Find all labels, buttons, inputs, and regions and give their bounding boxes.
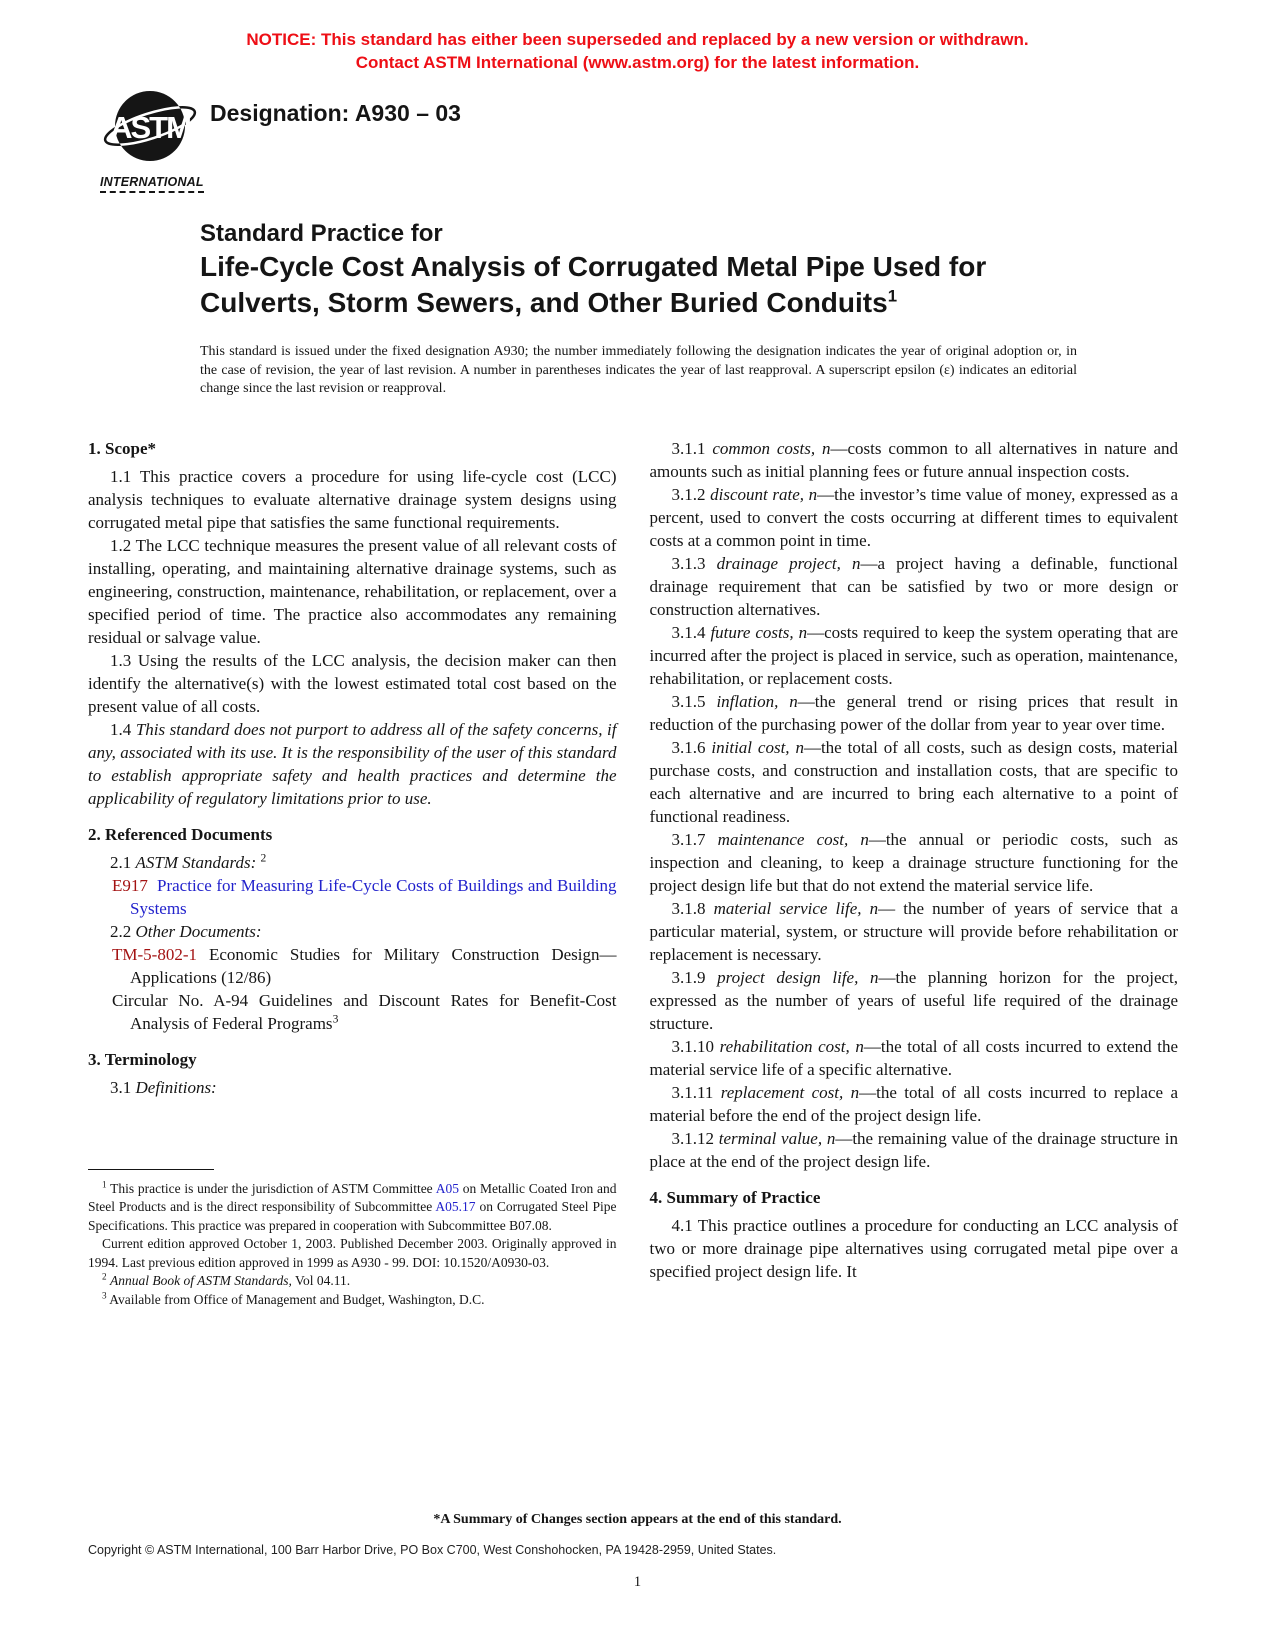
footnote-3 <box>88 1291 617 1310</box>
definition-3-1-10 <box>650 1035 1179 1081</box>
reference-circular-text: Circular No. A-94 Guidelines and Discount Rates for Benefit-Cost Analysis of Federal Programs <box>112 990 617 1033</box>
definition-text: —the total of all costs incurred to extend the material service life of a specific alternative. <box>649 1036 1179 1079</box>
reference-e917 <box>88 874 617 920</box>
definition-number: 3.1.12 <box>671 1128 719 1148</box>
definition-number: 3.1.5 <box>671 691 717 711</box>
definition-3-1-9 <box>650 966 1179 1035</box>
issuance-note: This standard is issued under the fixed designation A930; the number immediately following the designation indicates the year of original adoption or, in the case of revision, the year of last revision. A number in parentheses indicates the year of last reapproval. A superscript epsilon (ε) indicates an editorial change since the last revision or reapproval. <box>200 344 1077 396</box>
definition-text: —costs common to all alternatives in nature and amounts such as initial planning fees or future annual inspection costs. <box>649 438 1178 481</box>
summary-of-changes-note: *A Summary of Changes section appears at the end of this standard. <box>433 1512 842 1527</box>
definition-text: —the planning horizon for the project, expressed as the number of years of useful life required of the drainage structure. <box>649 967 1179 1033</box>
section-heading-summary-of-practice: 4. Summary of Practice <box>649 1187 821 1207</box>
paragraph-1-1: 1.1 This practice covers a procedure for using life-cycle cost (LCC) analysis techniques to evaluate alternative drainage system designs using corrugated metal pipe that satisfies the same functional requirements. <box>88 466 617 532</box>
left-column <box>88 437 617 1310</box>
definition-number: 3.1.2 <box>671 484 711 504</box>
title-line-1: Standard Practice for <box>200 220 443 247</box>
footnote-1-link-a05-17[interactable]: A05.17 <box>435 1199 476 1214</box>
section-heading-scope: 1. Scope* <box>88 438 156 458</box>
section-heading-terminology: 3. Terminology <box>88 1049 197 1069</box>
paragraph-2-2 <box>88 920 617 943</box>
footnote-1-marker: 1 <box>102 1179 107 1189</box>
title-line-3 <box>200 285 1185 321</box>
right-column <box>650 437 1179 1310</box>
definition-term: maintenance cost, n <box>717 829 869 849</box>
definition-term: terminal value, n <box>718 1128 836 1148</box>
definition-term: material service life, n <box>713 898 879 918</box>
astm-globe-icon <box>101 88 199 168</box>
paragraph-2-1-number: 2.1 <box>110 852 136 872</box>
definition-3-1-5 <box>650 690 1179 736</box>
reference-circular-footnote-ref: 3 <box>332 1011 339 1025</box>
paragraph-3-1-label: Definitions: <box>135 1077 217 1097</box>
definition-3-1-11 <box>650 1081 1179 1127</box>
paragraph-1-4 <box>88 718 617 810</box>
paragraph-1-4-text: This standard does not purport to address all of the safety concerns, if any, associated with its use. It is the responsibility of the user of this standard to establish appropriate safety and health practices and determine the applicability of regulatory limitations prior to use. <box>88 719 617 808</box>
footnote-2 <box>88 1272 617 1291</box>
definition-3-1-4 <box>650 621 1179 690</box>
definition-number: 3.1.9 <box>671 967 718 987</box>
paragraph-2-2-label: Other Documents: <box>135 921 262 941</box>
paragraph-2-1-footnote-ref: 2 <box>260 850 267 864</box>
title-line-3-text: Culverts, Storm Sewers, and Other Buried Conduits <box>200 287 888 318</box>
footnote-1-text-b: on Metallic Coated Iron and Steel Products and is the direct responsibility of Subcommittee <box>88 1180 617 1214</box>
footnote-3-text: Available from Office of Management and Budget, Washington, D.C. <box>106 1291 485 1307</box>
definition-text: —the total of all costs, such as design costs, material purchase costs, and construction and installation costs, that are specific to each alternative and are incurred to bring each alternative to a point of functional readiness. <box>649 737 1179 826</box>
reference-e917-id[interactable]: E917 <box>112 875 148 895</box>
footnote-2-book-title: Annual Book of ASTM Standards, <box>109 1273 292 1288</box>
paragraph-2-2-number: 2.2 <box>110 921 136 941</box>
definition-text: —a project having a definable, functional drainage requirement that can be satisfied by two or more design or construction alternatives. <box>649 553 1178 619</box>
footnote-1-text-a: This practice is under the jurisdiction of ASTM Committee <box>106 1180 436 1196</box>
definition-number: 3.1.7 <box>671 829 718 849</box>
footnote-rule <box>88 1169 214 1170</box>
definition-text: —the annual or periodic costs, such as inspection and cleaning, to keep a drainage structure functioning for the project design life but that do not extend the material service life. <box>649 829 1178 895</box>
logo-international-text: INTERNATIONAL <box>100 175 204 193</box>
footnote-1-edition: Current edition approved October 1, 2003. Published December 2003. Originally approved in 1994. Last previous edition approved in 1999 as A930 - 99. DOI: 10.1520/A0930-03. <box>88 1236 617 1270</box>
paragraph-3-1-number: 3.1 <box>110 1077 136 1097</box>
definition-text: —the general trend or rising prices that result in reduction of the purchasing power of the dollar from year to year over time. <box>649 691 1178 734</box>
definition-3-1-7 <box>650 828 1179 897</box>
footnote-1-link-a05[interactable]: A05 <box>435 1180 459 1196</box>
astm-logo <box>100 88 204 193</box>
paragraph-1-4-number: 1.4 <box>110 719 136 739</box>
definition-text: —the investor’s time value of money, expressed as a percent, used to convert the costs occurring at different times to equivalent costs at a common point in time. <box>649 484 1178 550</box>
logo-astm-text: ASTM <box>110 110 190 145</box>
definition-term: drainage project, n <box>716 553 861 573</box>
definition-3-1-1 <box>650 437 1179 483</box>
footnote-1 <box>88 1180 617 1236</box>
definition-term: inflation, n <box>716 691 798 711</box>
paragraph-4-1: 4.1 This practice outlines a procedure for conducting an LCC analysis of two or more drainage pipe alternatives using corrugated metal pipe over a specified project design life. It <box>649 1215 1178 1281</box>
definition-number: 3.1.6 <box>671 737 712 757</box>
designation: Designation: A930 – 03 <box>210 100 461 126</box>
title-line-2: Life-Cycle Cost Analysis of Corrugated Metal Pipe Used for <box>200 251 987 282</box>
definition-term: common costs, n <box>712 438 831 458</box>
notice-line-1: NOTICE: This standard has either been superseded and replaced by a new version or withdrawn. <box>246 30 1029 49</box>
definition-term: project design life, n <box>717 967 879 987</box>
copyright-line: Copyright © ASTM International, 100 Barr Harbor Drive, PO Box C700, West Conshohocken, PA 19428-2959, United States. <box>88 1543 777 1557</box>
footnote-1-text-c: on Corrugated Steel Pipe Specifications. This practice was prepared in cooperation with Subcommittee B07.08. <box>88 1199 617 1233</box>
paragraph-1-3: 1.3 Using the results of the LCC analysis, the decision maker can then identify the alternative(s) with the lowest estimated total cost based on the present value of all costs. <box>88 650 617 716</box>
footnote-3-marker: 3 <box>102 1290 107 1300</box>
definition-number: 3.1.10 <box>671 1036 720 1056</box>
supersession-notice <box>0 0 1275 74</box>
paragraph-2-1 <box>88 851 617 874</box>
definition-3-1-2 <box>650 483 1179 552</box>
notice-line-2: Contact ASTM International (www.astm.org) for the latest information. <box>355 53 920 72</box>
definition-3-1-12 <box>650 1127 1179 1173</box>
definition-number: 3.1.1 <box>671 438 713 458</box>
definition-term: future costs, n <box>710 622 808 642</box>
reference-tm-5-802-1 <box>88 943 617 989</box>
reference-circular-a94 <box>88 989 617 1035</box>
title-footnote-ref: 1 <box>887 286 898 306</box>
definition-number: 3.1.11 <box>671 1082 721 1102</box>
definition-text: — the number of years of service that a particular material, system, or structure will provide before rehabilitation or replacement is necessary. <box>649 898 1178 964</box>
definition-number: 3.1.3 <box>671 553 717 573</box>
definition-text: —costs required to keep the system operating that are incurred after the project is placed in service, such as operation, maintenance, rehabilitation, or replacement costs. <box>649 622 1179 688</box>
footnote-2-rest: Vol 04.11. <box>291 1273 351 1288</box>
definition-3-1-3 <box>650 552 1179 621</box>
footnotes-block <box>88 1169 617 1310</box>
reference-tm-id[interactable]: TM-5-802-1 <box>112 944 197 964</box>
section-heading-referenced-documents: 2. Referenced Documents <box>88 824 273 844</box>
footnote-2-marker: 2 <box>102 1271 107 1282</box>
definition-number: 3.1.4 <box>671 622 711 642</box>
definition-term: replacement cost, n <box>720 1082 860 1102</box>
document-title <box>200 218 1185 321</box>
reference-e917-title[interactable]: Practice for Measuring Life-Cycle Costs of Buildings and Building Systems <box>130 875 617 918</box>
definition-3-1-6 <box>650 736 1179 828</box>
definition-term: rehabilitation cost, n <box>719 1036 864 1056</box>
paragraph-2-1-label: ASTM Standards: <box>135 852 257 872</box>
document-header <box>100 92 1275 206</box>
definition-3-1-8 <box>650 897 1179 966</box>
paragraph-1-2: 1.2 The LCC technique measures the present value of all relevant costs of installing, operating, and maintaining alternative drainage systems, such as engineering, construction, maintenance, rehabilitation, or replacement, over a specified period of time. The practice also accommodates any remaining residual or salvage value. <box>88 535 617 647</box>
definition-term: discount rate, n <box>710 484 818 504</box>
reference-tm-title: Economic Studies for Military Construction Design—Applications (12/86) <box>130 944 617 987</box>
definition-term: initial cost, n <box>711 737 804 757</box>
definition-number: 3.1.8 <box>671 898 714 918</box>
page-footer <box>0 1512 1275 1591</box>
paragraph-3-1 <box>88 1076 617 1099</box>
page-number: 1 <box>633 1574 642 1590</box>
definition-text: —the remaining value of the drainage structure in place at the end of the project design life. <box>649 1128 1179 1171</box>
definition-text: —the total of all costs incurred to replace a material before the end of the project design life. <box>649 1082 1178 1125</box>
two-column-body <box>88 437 1178 1310</box>
